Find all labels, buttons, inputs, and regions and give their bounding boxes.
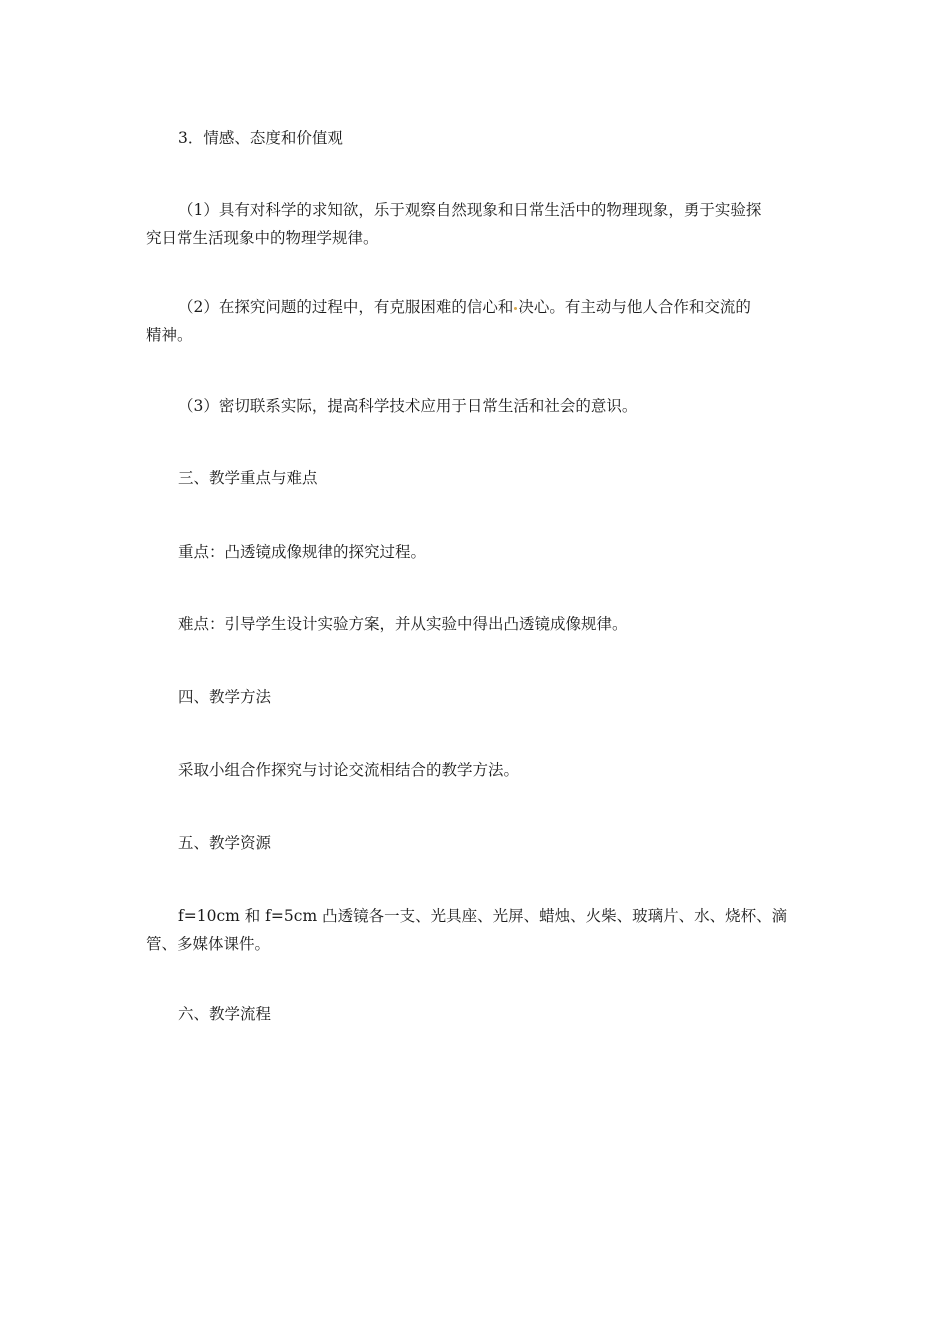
- paragraph-item-2-line-1-part-b: 决心。有主动与他人合作和交流的: [518, 298, 751, 316]
- paragraph-item-1-line-1: （1）具有对科学的求知欲，乐于观察自然现象和日常生活中的物理现象，勇于实验探: [178, 201, 762, 219]
- stray-mark-dot: [514, 307, 517, 310]
- resources-line-1: f=10cm 和 f=5cm 凸透镜各一支、光具座、光屏、蜡烛、火柴、玻璃片、水、烧杯、滴: [178, 907, 788, 925]
- section-heading-process: 六、教学流程: [178, 1005, 272, 1023]
- key-point-text: 重点：凸透镜成像规律的探究过程。: [178, 543, 427, 561]
- paragraph-item-2-line-1: [146, 293, 806, 321]
- resources-paragraph: [146, 902, 806, 958]
- paragraph-item-1-line-2: 究日常生活现象中的物理学规律。: [146, 229, 379, 247]
- section-heading-key-points: 三、教学重点与难点: [178, 469, 318, 487]
- paragraph-item-2-line-1-part-a: （2）在探究问题的过程中，有克服困难的信心和: [178, 298, 514, 316]
- difficulty-text: 难点：引导学生设计实验方案，并从实验中得出凸透镜成像规律。: [178, 615, 628, 633]
- section-heading-resources: 五、教学资源: [178, 834, 272, 852]
- paragraph-item-1: [146, 196, 806, 252]
- paragraph-item-2: [146, 293, 806, 349]
- methods-text: 采取小组合作探究与讨论交流相结合的教学方法。: [178, 761, 520, 779]
- paragraph-item-3: （3）密切联系实际，提高科学技术应用于日常生活和社会的意识。: [178, 397, 638, 415]
- resources-line-2: 管、多媒体课件。: [146, 935, 271, 953]
- paragraph-item-2-line-2: 精神。: [146, 326, 193, 344]
- section-heading-attitudes: 3．情感、态度和价值观: [178, 129, 343, 147]
- section-heading-methods: 四、教学方法: [178, 688, 272, 706]
